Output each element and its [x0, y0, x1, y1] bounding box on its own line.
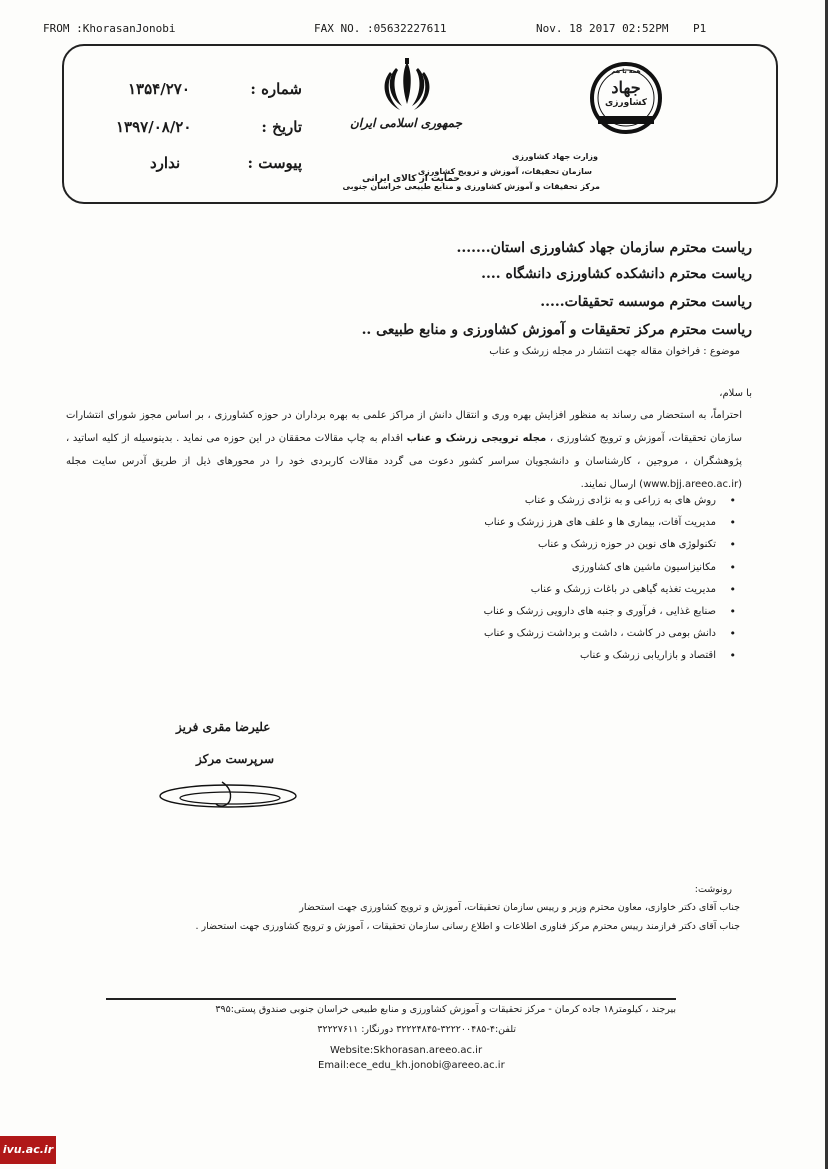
logo-top-text: همه با هم — [611, 68, 641, 75]
logo-main-text: جهاد — [611, 78, 641, 97]
cc-line-1: جناب آقای دکتر خاوازی، معاون محترم وزیر و رییس سازمان تحقیقات، آموزش و ترویج کشاورزی جهت استحضار — [299, 902, 740, 913]
body-part-2: اقدام به چاپ مقالات محققان در این حوزه می نماید . بدینوسیله از کلیه اساتید ، پژوهشگران ، مروجین ، کارشناسان و دانشجویان سراسر کشور دعوت می گردد مقالات کاربردی خود را در محورهای ذیل از طریق آدرس سایت مجله (www.bjj.areeo.ac.ir) ارسال نمایند. — [66, 433, 742, 490]
topic-item: • مدیریت تغذیه گیاهی در باغات زرشک و عناب — [316, 579, 736, 601]
number-value: ۱۳۵۴/۲۷۰ — [128, 80, 190, 98]
emblem-caption: جمهوری اسلامی ایران — [349, 116, 462, 130]
topic-list — [316, 490, 736, 668]
cc-line-2: جناب آقای دکتر فرازمند رییس محترم مرکز فناوری اطلاعات و اطلاع رسانی سازمان تحقیقات ، آموزش و ترویج کشاورزی جهت استحضار . — [195, 921, 740, 932]
topic-item: • مکانیزاسیون ماشین های کشاورزی — [316, 557, 736, 579]
handwritten-signature — [156, 778, 300, 812]
footer-email: Email:ece_edu_kh.jonobi@areeo.ac.ir — [318, 1060, 505, 1071]
fax-from: FROM :KhorasanJonobi — [43, 22, 176, 35]
attachment-label: پیوست : — [247, 154, 302, 172]
journal-name: مجله ترویجی زرشک و عناب — [406, 433, 547, 444]
addressee-3: ریاست محترم موسسه تحقیقات..... — [540, 294, 752, 310]
body-part-1: احتراماً، به استحضار می رساند به منظور افزایش بهره وری و انتقال دانش از مراکز علمی به بهره برداران در حوزه کشاورزی ، بر اساس مجوز شورای انتشارات سازمان تحقیقات، آموزش و ترویج کشاورزی ، — [66, 410, 742, 444]
fax-datetime: Nov. 18 2017 02:52PM — [536, 22, 669, 35]
topic-item: • دانش بومی در کاشت ، داشت و برداشت زرشک و عناب — [316, 623, 736, 645]
ministry-line-1: وزارت جهاد کشاورزی — [511, 152, 598, 161]
ministry-line-3: مرکز تحقیقات و آموزش کشاورزی و منابع طبیعی خراسان جنوبی — [342, 182, 600, 191]
fax-number: FAX NO. :05632227611 — [314, 22, 447, 35]
slogan: حمایت از کالای ایرانی — [362, 174, 460, 184]
topic-item: • صنایع غذایی ، فرآوری و جنبه های دارویی زرشک و عناب — [316, 601, 736, 623]
footer-address: بیرجند ، کیلومتر۱۸ جاده کرمان - مرکز تحقیقات و آموزش کشاورزی و منابع طبیعی خراسان جنوبی صندوق پستی:۳۹۵ — [215, 1004, 676, 1015]
signatory-name: علیرضا مقری فریز — [176, 720, 271, 734]
cc-label: رونوشت: — [694, 884, 732, 895]
greeting: با سلام، — [719, 388, 752, 399]
addressee-1: ریاست محترم سازمان جهاد کشاورزی استان....... — [456, 240, 752, 256]
topic-item: • تکنولوژی های نوین در حوزه زرشک و عناب — [316, 534, 736, 556]
iran-emblem-icon — [382, 58, 432, 114]
topic-item: • روش های به زراعی و به نژادی زرشک و عناب — [316, 490, 736, 512]
date-value: ۱۳۹۷/۰۸/۲۰ — [116, 118, 192, 136]
signatory-title: سرپرست مرکز — [196, 752, 275, 766]
number-label: شماره : — [250, 80, 302, 98]
addressee-2: ریاست محترم دانشکده کشاورزی دانشگاه .... — [481, 266, 752, 282]
fax-page: P1 — [693, 22, 707, 35]
date-label: تاریخ : — [261, 118, 302, 136]
ministry-line-2: سازمان تحقیقات، آموزش و ترویج کشاورزی — [417, 167, 592, 176]
footer-divider — [106, 998, 676, 1000]
subject-line: موضوع : فراخوان مقاله جهت انتشار در مجله زرشک و عناب — [489, 346, 740, 357]
topic-item: • اقتصاد و بازاریابی زرشک و عناب — [316, 645, 736, 667]
addressee-4: ریاست محترم مرکز تحقیقات و آموزش کشاورزی و منابع طبیعی .. — [361, 322, 752, 338]
attachment-value: ندارد — [150, 154, 181, 172]
watermark-badge: ivu.ac.ir — [0, 1136, 56, 1164]
footer-website: Website:Skhorasan.areeo.ac.ir — [330, 1045, 483, 1056]
logo-sub-text: کشاورزی — [605, 98, 647, 108]
footer-phone: تلفن:۴-۳۲۲۲۰۰۴۸۵-۳۲۲۲۴۸۴۵ دورنگار: ۳۲۲۲۷۶۱۱ — [317, 1024, 516, 1035]
body-paragraph — [66, 404, 742, 496]
topic-item: • مدیریت آفات، بیماری ها و علف های هرز زرشک و عناب — [316, 512, 736, 534]
